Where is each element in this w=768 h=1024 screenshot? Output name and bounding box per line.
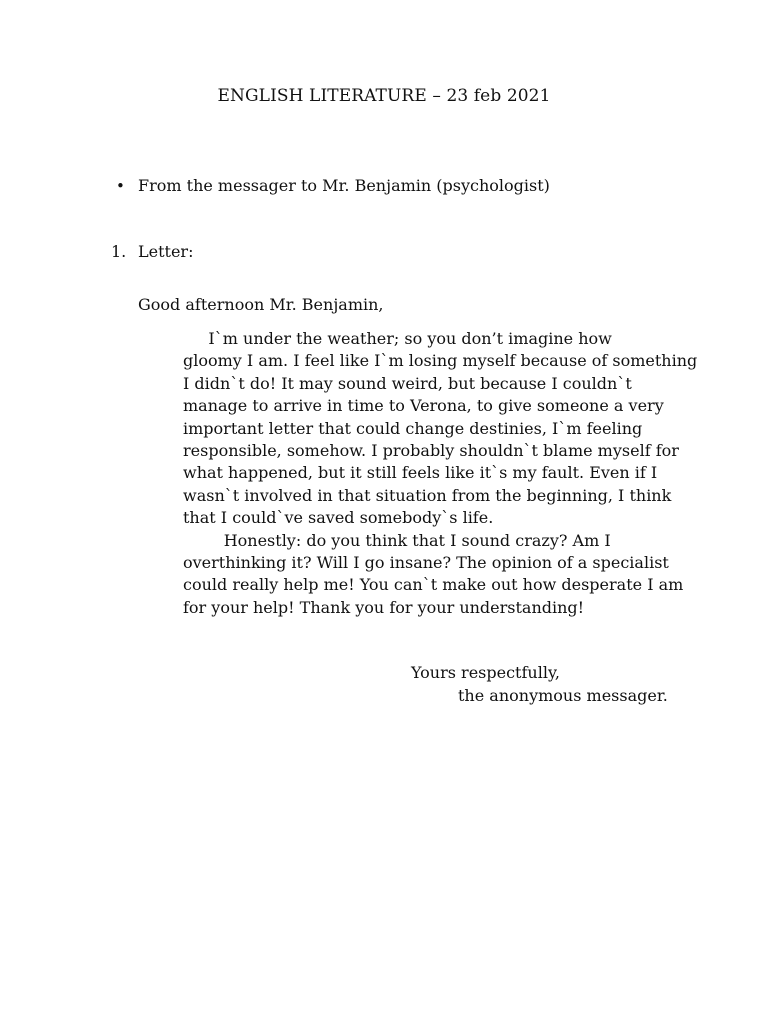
letter-closing: Yours respectfully, xyxy=(411,663,560,682)
list-number: 1. xyxy=(111,242,127,261)
letter-line: could really help me! You can`t make out how desperate I am xyxy=(183,575,684,595)
numbered-list-item xyxy=(111,242,193,261)
bullet-text: From the messager to Mr. Benjamin (psychologist) xyxy=(138,176,550,195)
letter-line: I`m under the weather; so you don’t imagine how xyxy=(183,329,612,348)
bullet-list-item xyxy=(116,176,550,195)
letter-line: gloomy I am. I feel like I`m losing myself because of something xyxy=(183,351,698,371)
bullet-icon: • xyxy=(116,177,125,195)
numbered-item-text: Letter: xyxy=(138,242,194,261)
letter-line: important letter that could change destinies, I`m feeling xyxy=(183,418,643,438)
letter-sign-off xyxy=(411,661,668,707)
document-title: ENGLISH LITERATURE – 23 feb 2021 xyxy=(217,86,551,106)
letter-line: Honestly: do you think that I sound crazy? Am I xyxy=(183,530,611,550)
letter-line: responsible, somehow. I probably shouldn`t blame myself for xyxy=(183,441,679,461)
letter-line: for your help! Thank you for your understanding! xyxy=(183,597,585,617)
letter-line: wasn`t involved in that situation from the beginning, I think xyxy=(183,485,672,505)
letter-line: that I could`ve saved somebody`s life. xyxy=(183,508,494,528)
letter-line: overthinking it? Will I go insane? The opinion of a specialist xyxy=(183,553,669,573)
letter-greeting: Good afternoon Mr. Benjamin, xyxy=(138,295,384,314)
letter-line: manage to arrive in time to Verona, to give someone a very xyxy=(183,396,664,416)
letter-body xyxy=(183,328,703,619)
letter-signature: the anonymous messager. xyxy=(458,686,668,705)
letter-line: I didn`t do! It may sound weird, but because I couldn`t xyxy=(183,373,632,393)
letter-line: what happened, but it still feels like it`s my fault. Even if I xyxy=(183,463,658,483)
